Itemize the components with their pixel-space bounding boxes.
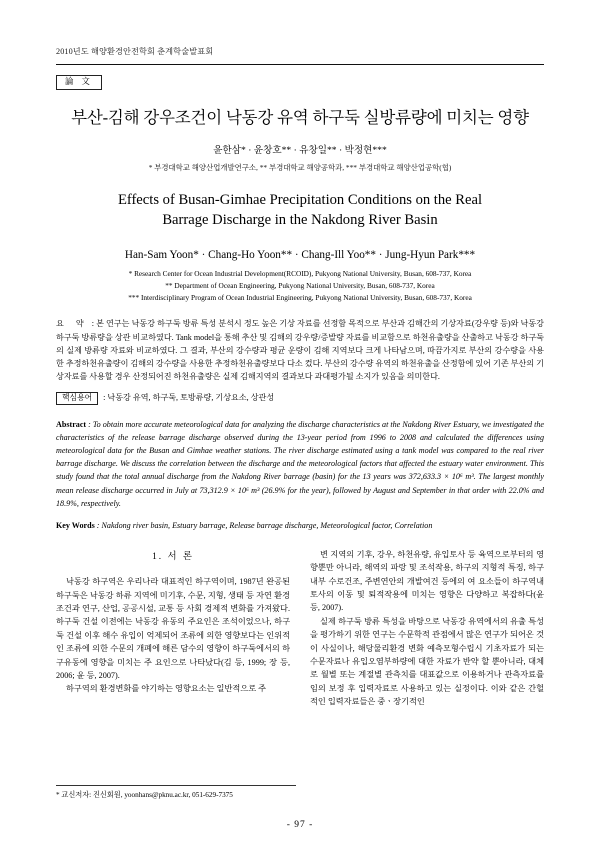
korean-abstract-text: : 본 연구는 낙동강 하구둑 방류 특성 분석시 정도 높은 기상 자료를 선정함 목적으로 부산과 김해간의 기상자료(강우량 등)와 낙동강 하구둑 방류량을 상관 비교하였다. Tank model을 통해 추산 및 김해의 강우량/증발량 자료를 비교함으로 하천유출량을 산출하고 낙동강 하구둑의 실제 방류량 자료와 비교하였다. 그 결과, 부산의 강수량과 평균 운량이 김해 지역보다 크게 나타남으며, 따끔가지로 부산의 강수량을 사용한 추정하천유출량이 김해의 강수량을 사용한 추정하천유출량보다 다소 컸다. 부산의 강수량 유역의 하천유출을 산정함에 있어 기존 부산의 기상자료를 사용할 경우 산정되어진 하천유출량은 실제 김해지역의 결과보다 과대평가될 소지가 있음을 의미한다.	[56, 319, 544, 381]
paragraph: 실제 하구둑 방류 특성을 바탕으로 낙동강 유역에서의 유출 특성을 평가하기 위한 연구는 수문학적 관점에서 많은 연구가 되어온 것이 사실이나, 해당물리환경 변화 예측모형수립시 기초자료가 되는 수문자료나 유입오염부하량에 대한 자료가 반약 할 뿐아니라, 대체로 월별 또는 계절별 관측치를 대표값으로 이용하거나 관측자료를 임의 보정 후 입력자료로 사용하고 있는 실정이다. 이와 같은 간헐적인 입력자료들은 중ㆍ장기적인	[310, 616, 544, 706]
korean-keywords-label: 핵심용어	[56, 392, 98, 405]
korean-abstract	[56, 317, 544, 383]
section-title: 1. 서 론	[152, 552, 194, 563]
english-keywords-text: : Nakdong river basin, Estuary barrage, Release barrage discharge, Meteorological factor, Correlation	[94, 521, 433, 531]
english-title-line2: Barrage Discharge in the Nakdong River Basin	[162, 212, 438, 229]
body-column-left	[56, 548, 290, 708]
english-title	[82, 190, 518, 231]
korean-title: 부산-김해 강우조건이 낙동강 유역 하구둑 실방류량에 미치는 영향	[71, 108, 529, 128]
english-abstract	[56, 418, 544, 510]
korean-abstract-label: 요 약	[56, 319, 89, 329]
paragraph: 하구역의 환경변화를 야기하는 영향요소는 일반적으로 주	[66, 684, 267, 694]
body-column-right	[310, 548, 544, 708]
korean-keywords	[56, 392, 544, 405]
paper-type-badge: 論 文	[56, 75, 102, 90]
english-keywords-label: Key Words	[56, 521, 95, 531]
english-abstract-text: : To obtain more accurate meteorological data for analyzing the discharge characteristics at the Nakdong River Estuary, we investigated the characteristics of the release barrage discharge observed during the 13-year period from 1996 to 2008 and calculated the differences using meteorological data for the Busan and Gimhae weather stations. The river discharge estimated using a tank model was compared to the real river barrage discharge. We discuss the correlation between the discharge and the meteorological factors that affected the estuary water environment. This study found that the total annual discharge from the Nakdong River barrage (basin) for the 13 years was 372,633.3 × 10⁶ m³. The largest monthly mean release discharge occurred in July at 73,312.9 × 10⁶ m³ (26.9% for the year), followed by August and September in that order with 22.0% and 18.9%, respectively.	[56, 419, 544, 508]
corresponding-author-note: * 교신저자: 진신회원, yoonhans@pknu.ac.kr, 051-629-7375	[56, 785, 296, 800]
english-keywords	[56, 521, 544, 530]
conference-header: 2010년도 해양환경안전학회 춘계학술발표회	[56, 47, 214, 56]
english-title-line1: Effects of Busan-Gimhae Precipitation Conditions on the Real	[117, 191, 483, 208]
korean-keywords-text: : 낙동강 유역, 하구둑, 토방류량, 기상요소, 상관성	[103, 392, 275, 402]
english-affiliations	[56, 268, 544, 303]
korean-affiliations: * 부경대학교 해양산업개발연구소, ** 부경대학교 해양공학과, *** 부경대학교 해양산업공학(협)	[148, 163, 452, 173]
english-authors: Han-Sam Yoon* · Chang-Ho Yoon** · Chang-Ill Yoo** · Jung-Hyun Park***	[124, 248, 476, 261]
english-affiliation-2: ** Department of Ocean Engineering, Pukyong National University, Busan, 608-737, Korea	[165, 280, 435, 290]
body-columns	[56, 548, 544, 708]
english-affiliation-3: *** Interdisciplinary Program of Ocean Industrial Engineering, Pukyong National University, Busan, 608-737, Korea	[128, 292, 472, 302]
paragraph: 변 지역의 기후, 강우, 하천유량, 유입토사 등 육역으로부터의 영향뿐만 아니라, 해역의 파랑 및 조석작용, 하구의 지형적 특징, 하구내부 수로건조, 주변연안의 개발여건 등에의 여 요소들이 하구역내 토사의 이동 및 퇴적작용에 미치는 영향은 다양하고 복잡하다(윤 등, 2007).	[310, 550, 544, 613]
paragraph: 낙동강 하구역은 우리나라 대표적인 하구역이며, 1987년 완공된 하구둑은 낙동강 하류 지역에 미기후, 수문, 지형, 생태 등 자연 환경 조건과 연구, 산업, 공공시설, 교통 등 사회 경제적 변화를 가져왔다. 하구둑 건설 이전에는 낙동강 유동의 주요인은 조석이었으나, 하구둑 건설 이후 해수 유입이 억제되어 조류에 의한 영향보다는 인위적인 조류에 의한 수문의 개폐에 해른 담수의 영향이 하구둑에서의 하구유동에 영향을 미치는 주 요인으로 나타났다(김 등, 1999; 장 등, 2006; 윤 등, 2007).	[56, 577, 290, 680]
page-number: - 97 -	[286, 820, 314, 830]
korean-authors: 윤한삼* · 윤창호** · 유창일** · 박정현***	[213, 145, 387, 157]
english-affiliation-1: * Research Center for Ocean Industrial Development(RCOID), Pukyong National University, Busan, 608-737, Korea	[128, 268, 472, 278]
header-divider	[56, 64, 544, 65]
english-abstract-label: Abstract	[56, 419, 87, 429]
